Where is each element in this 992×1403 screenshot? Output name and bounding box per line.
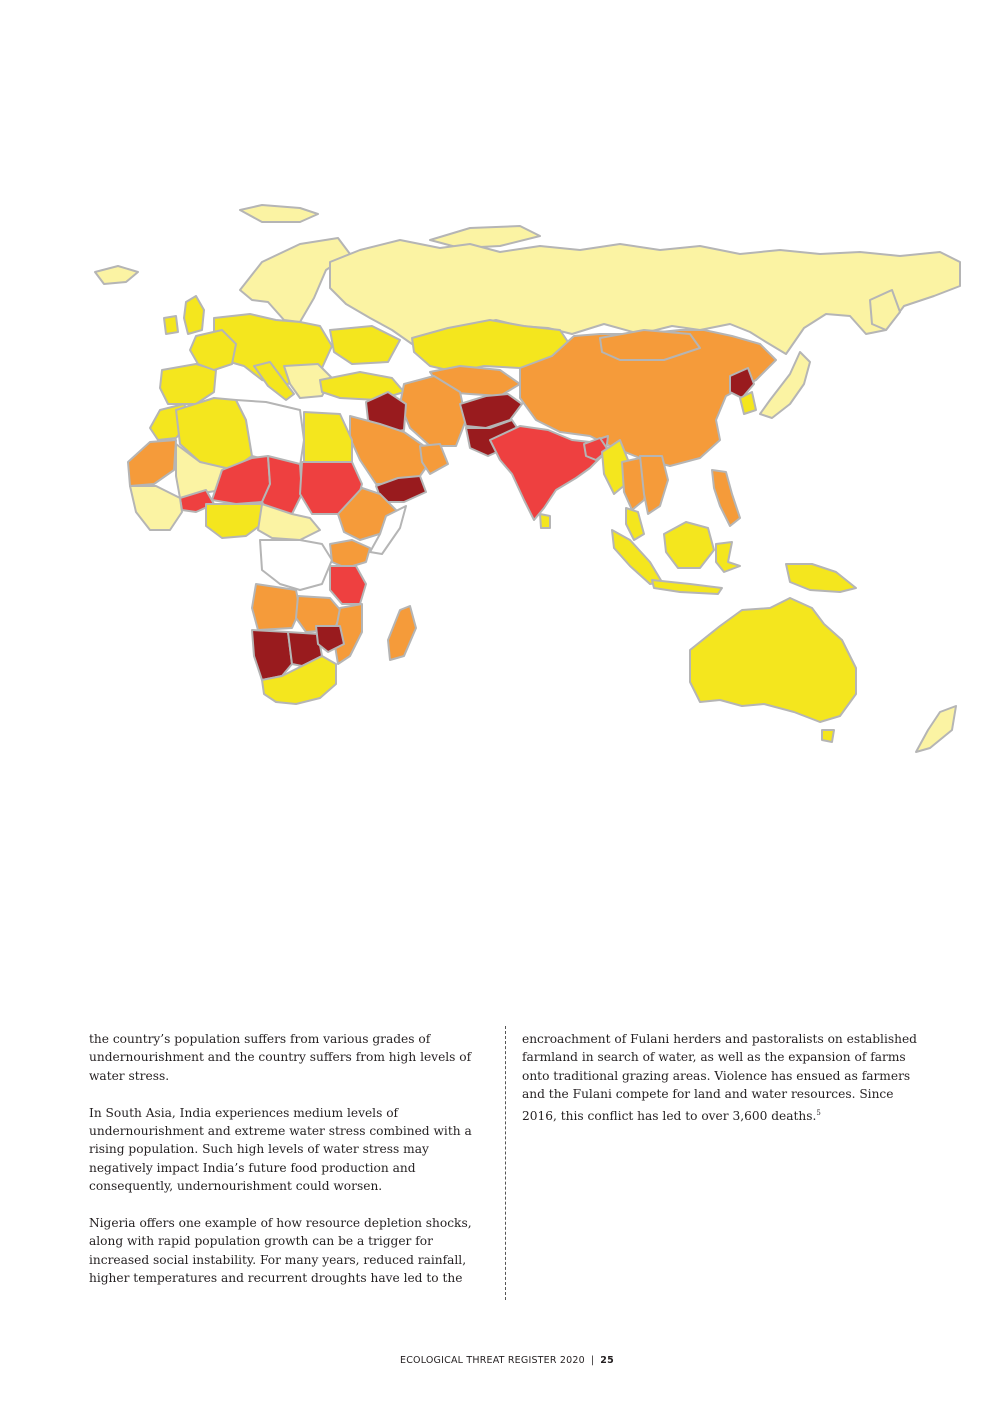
region-france bbox=[190, 330, 236, 370]
region-java bbox=[652, 580, 722, 594]
region-iberia bbox=[160, 364, 216, 404]
region-nigeria bbox=[206, 504, 262, 538]
page-number: 25 bbox=[600, 1355, 614, 1366]
region-ireland bbox=[164, 316, 178, 334]
region-madagascar bbox=[388, 606, 416, 660]
footnote-marker: 5 bbox=[816, 1108, 821, 1117]
region-india bbox=[490, 426, 608, 520]
region-papua bbox=[786, 564, 856, 592]
column-divider bbox=[505, 1026, 506, 1300]
region-tanzania bbox=[330, 566, 366, 604]
choropleth-world-map bbox=[0, 190, 992, 810]
region-malay-peninsula bbox=[626, 508, 644, 540]
region-indochina bbox=[640, 456, 668, 514]
paragraph-fulani-text: encroachment of Fulani herders and pastoralists on established farmland in search of water, as well as the expansion of farms onto traditional grazing areas. Violence has ensued as farmers and the Fulani compete for land and water resources. Since 2016, this conflict has led to over 3,600 deaths. bbox=[522, 1032, 917, 1123]
footer-title: ECOLOGICAL THREAT REGISTER 2020 bbox=[400, 1355, 585, 1366]
paragraph-nigeria: Nigeria offers one example of how resource depletion shocks, along with rapid population growth can be a trigger for increased social instability. For many years, reduced rainfall, higher temperatures and recurrent droughts have led to the bbox=[89, 1216, 472, 1286]
region-australia bbox=[690, 598, 856, 722]
region-namibia bbox=[252, 630, 292, 680]
region-philippines bbox=[712, 470, 740, 526]
region-sulawesi bbox=[716, 542, 740, 572]
region-iceland bbox=[95, 266, 138, 284]
right-text-column bbox=[522, 1030, 922, 1143]
region-drc bbox=[260, 540, 332, 590]
page-footer bbox=[400, 1355, 614, 1366]
region-angola bbox=[252, 584, 300, 630]
region-sri-lanka bbox=[540, 514, 550, 528]
footer-separator: | bbox=[590, 1355, 595, 1366]
region-ukraine bbox=[330, 326, 400, 364]
region-borneo bbox=[664, 522, 714, 568]
paragraph-undernourishment: the country’s population suffers from various grades of undernourishment and the country suffers from high levels of water stress. bbox=[89, 1032, 472, 1083]
left-text-column bbox=[89, 1030, 485, 1306]
region-uganda-kenya bbox=[330, 540, 370, 568]
paragraph-south-asia: In South Asia, India experiences medium levels of undernourishment and extreme water stress combined with a rising population. Such high levels of water stress may negatively impact India’s future food production and consequently, undernourishment could worsen. bbox=[89, 1105, 472, 1194]
map-svg bbox=[0, 190, 992, 810]
region-western-sahara bbox=[128, 440, 176, 486]
region-uk bbox=[184, 296, 204, 334]
region-greenland-fragment bbox=[240, 205, 318, 222]
region-new-zealand bbox=[916, 706, 956, 752]
paragraph-fulani bbox=[522, 1030, 922, 1125]
region-tasmania bbox=[822, 730, 834, 742]
region-west-coast bbox=[130, 486, 182, 530]
region-egypt bbox=[304, 412, 352, 462]
region-svalbard bbox=[430, 226, 540, 248]
